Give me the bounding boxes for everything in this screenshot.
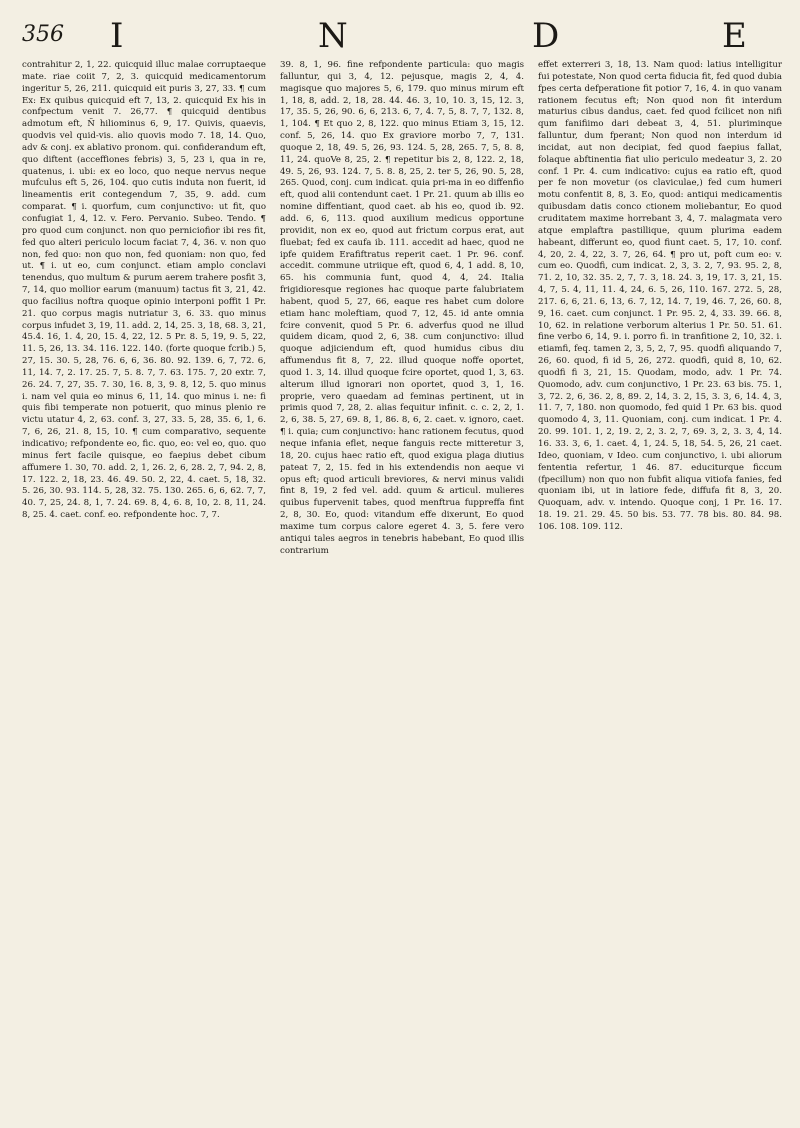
index-column-2 [280,60,524,1118]
column-text: effet exterreri 3, 18, 13. Nam quod: latius intelligitur fui potestate, Non quod certa fiducia fit, fed quod dubia fpes certa defperatione fit potior 7, 16, 4. in quo vanam rationem fecutus eft; Non quod non fit interdum maturius cibus dandus, caet. fed quod fcilicet non nifi qum fanifiimo dari debeat 3, 4, 51. pluriminque falluntur, dum fperant; Non quod non interdum id incidat, aut non decipiat, fed quod faepius fallat, folaque abftinentia fiat ulio periculo medeatur 3, 2. 20 conf. 1 Pr. 4. cum indicativo: cujus ea ratio eft, quod per fe non movetur (os claviculae,) fed cum humeri motu confentit 8, 8, 3. Eo, quod: antiqui medicamentis quibusdam datis conco ctionem moliebantur, Eo quod cruditatem maxime horrebant 3, 4, 7. malagmata vero atque emplaftra pastillique, quum plurima eadem habeant, differunt eo, quod fiunt caet. 5, 17, 10. conf. 4, 20, 2. 4, 22, 3. 7, 26, 64. ¶ pro ut, poft cum eo: v. cum eo. Quodfi, cum indicat. 2, 3, 3. 2, 7, 93. 95. 2, 8, 71. 2, 10, 32. 35. 2, 7, 7. 3, 18. 24. 3, 19, 17. 3, 21, 15. 4, 7, 5. 4, 11, 11. 4, 24, 6. 5, 26, 110. 167. 272. 5, 28, 217. 6, 6, 21. 6, 13, 6. 7, 12, 14. 7, 19, 46. 7, 26, 60. 8, 9, 16. caet. cum conjunct. 1 Pr. 95. 2, 4, 33. 39. 66. 8, 10, 62. in relatione verborum alterius 1 Pr. 50. 51. 61. fine verbo 6, 14, 9. i. porro fi. in tranfitione 2, 10, 32. i. etiamfi, feq. tamen 2, 3, 5, 2, 7, 95. quodfi aliquando 7, 26, 60. quod, fi id 5, 26, 272. quodfi, quid 8, 10, 62. quodfi fi 3, 21, 15. Quodam, modo, adv. 1 Pr. 74. Quomodo, adv. cum conjunctivo, 1 Pr. 23. 63 bis. 75. 1, 3, 72. 2, 6, 36. 2, 8, 89. 2, 14, 3. 2, 15, 3. 3, 6, 14. 4, 3, 11. 7, 7, 180. non quomodo, fed quid 1 Pr. 63 bis. quod quomodo 4, 3, 11. Quoniam, conj. cum indicat. 1 Pr. 4. 20. 99. 101. 1, 2, 19. 2, 2, 3. 2, 7, 69. 3, 2, 3. 3, 4, 14. 16. 33. 3, 6, 1. caet. 4, 1, 24. 5, 18, 54. 5, 26, 21 caet. Ideo, quoniam, v Ideo. cum conjunctivo, i. ubi aliorum fententia refertur, 1 46. 87. educiturque ficcum (fpecillum) non quo non fubfit aliqua vitiofa fanies, fed quoniam ibi, ut in latiore fede, diffufa fit 8, 3, 20. Quoquam, adv. v. intendo. Quoque conj, 1 Pr. 16. 17. 18. 19. 21. 29. 45. 50 bis. 53. 77. 78 bis. 80. 84. 98. 106. 108. 109. 112. [538,60,782,532]
page-header [0,14,800,54]
running-head-letter: D [532,16,562,56]
running-head-letter: I [110,16,126,56]
index-column-1 [22,60,266,1118]
column-text: contrahitur 2, 1, 22. quicquid illuc malae corruptaeque mate. riae coiit 7, 2, 3. quicquid medicamentorum ingeritur 5, 26, 211. quicquid eit puris 3, 27, 33. ¶ cum Ex: Ex quibus quicquid eft 7, 13, 2. quicquid Ex his in confpectum venit 7. 26,77. ¶ quicquid dentibus admotum eft, Ñ hiliominus 6, 9, 17. Quivis, quaevis, quodvis vel quid-vis. alio quovis modo 7. 18, 14. Quo, adv & conj. ex ablativo pronom. qui. confiderandum eft, quo diftent (acceffiones febris) 3, 5, 23 i, qua in re, quatenus, i. ubi: ex eo loco, quo neque nervus neque mufculus eft 5, 26, 104. quo cutis induta non fuerit, id lineamentis erit contegendum 7, 35, 9. add. cum comparat. ¶ i. quorfum, cum conjunctivo: ut fit, quo confugiat 1, 4, 12. v. Fero. Pervanio. Subeo. Tendo. ¶ pro quod cum conjunct. non quo perniciofior ibi res fit, fed quo alteri periculo locum faciat 7, 4, 36. v. non quo non, fed quo: non quo non, fed quoniam: non quo, fed ut. ¶ i. ut eo, cum conjunct. etiam amplo conclavi tenendus, quo multum & purum aerem trahere posfit 3, 7, 14, quo mollior earum (manuum) tactus fit 3, 21, 42. quo facilius noftra quoque opinio interponi poffit 1 Pr. 21. quo corpus magis nutriatur 3, 6. 33. quo minus corpus infudet 3, 19, 11. add. 2, 14, 25. 3, 18, 68. 3, 21, 45.4. 16, 1. 4, 20, 15. 4, 22, 12. 5 Pr. 8. 5, 19, 9. 5, 22, 11. 5, 26, 13. 34. 116. 122. 140. (forte quoque fcrib.) 5, 27, 15. 30. 5, 28, 76. 6, 6, 36. 80. 92. 139. 6, 7, 72. 6, 11, 14. 7, 2. 17. 25. 7, 5. 8. 7, 7. 63. 175. 7, 20 extr. 7, 26. 24. 7, 27, 35. 7. 30, 16. 8, 3, 9. 8, 12, 5. quo minus i. nam vel quia eo minus 6, 11, 14. quo minus i. ne: fi quis fibi temperate non potuerit, quo minus plenio re victu utatur 4, 2, 63. conf. 3, 27, 33. 5, 28, 35. 6, 1, 6. 7, 6, 26, 21. 8, 15, 10. ¶ cum comparativo, sequente indicativo; refpondente eo, fic. quo, eo: vel eo, quo. quo minus fert facile quisque, eo faepius debet cibum affumere 1. 30, 70. add. 2, 1, 26. 2, 6, 28. 2, 7, 94. 2, 8, 17. 122. 2, 18, 23. 46. 49. 50. 2, 22, 4. caet. 5, 18, 32. 5. 26, 30. 93. 114. 5, 28, 32. 75. 130. 265. 6, 6, 62. 7, 7, 40. 7, 25, 24. 8, 1, 7. 24. 69. 8, 4, 6. 8, 10, 2. 8, 11, 24. 8, 25. 4. caet. conf. eo. refpondente hoc. 7, 7. [22,60,266,521]
running-head-letter: E [722,16,749,56]
page-number: 356 [22,22,64,47]
column-text: 39. 8, 1, 96. fine refpondente particula: quo magis falluntur, qui 3, 4, 12. pejusque, magis 2, 4, 4. magisque quo majores 5, 6, 179. quo minus mirum eft 1, 18, 8, add. 2, 18, 28. 44. 46. 3, 10, 10. 3, 15, 12. 3, 17, 35. 5, 26, 90. 6, 6, 213. 6, 7, 4. 7, 5, 8. 7, 7, 132. 8, 1, 104. ¶ Et quo 2, 8, 122. quo minus Etiam 3, 15, 12. conf. 5, 26, 14. quo Ex graviore morbo 7, 7, 131. quoque 2, 18, 49. 5, 26, 93. 124. 5, 28, 265. 7, 5, 8. 8, 11, 24. quoVe 8, 25, 2. ¶ repetitur bis 2, 8, 122. 2, 18, 49. 5, 26, 93. 124. 7, 5. 8. 8, 25, 2. ter 5, 26, 90. 5, 28, 265. Quod, conj. cum indicat. quia pri-ma in eo diffenfio eft, quod alii contendunt caet. 1 Pr. 21. quum ab illis eo nomine diffentiant, quod caet. ab his eo, quod ib. 92. add. 6, 6, 113. quod auxilium medicus opportune providit, non ex eo, quod aut frictum corpus erat, aut fluebat; fed ex caufa ib. 111. accedit ad haec, quod ne ipfe quidem Erafiftratus reperit caet. 1 Pr. 96. conf. accedit. commune utriique eft, quod 6, 4, 1 add. 8, 10, 65. his communia funt, quod 4, 4, 24. Italia frigidioresque regiones hac quoque parte falubriatem habent, quod 5, 27, 66, eaque res habet cum dolore etiam hanc moleftiam, quod 7, 12, 45. id ante omnia fcire convenit, quod 5 Pr. 6. adverfus quod ne illud quidem dicam, quod 2, 6, 38. cum conjunctivo: illud quoque adjiciendum eft, quod humidus cibus diu affumendus fit 8, 7, 22. illud quoque noffe oportet, quod 1. 3, 14. illud quoque fcire oportet, quod 1, 3, 63. alterum illud ignorari non oportet, quod 3, 1, 16. proprie, vero quaedam ad feminas pertinent, ut in primis quod 7, 28, 2. alias fequitur infinit. c. c. 2, 2, 1. 2, 6, 38. 5, 27, 69. 8, 1, 86. 8, 6, 2. caet. v. ignoro, caet. ¶ i. quia; cum conjunctivo: hanc rationem fecutus, quod neque infania eflet, neque fanguis recte mitteretur 3, 18, 20. cujus haec ratio eft, quod exigua plaga diutius pateat 7, 2, 15. fed in his extendendis non aeque vi opus eft; quod articuli breviores, & nervi minus validi fint 8, 19, 2 fed vel. add. quum & articul. mulieres quibus fupervenit tabes, quod menftrua fuppreffa fint 2, 8, 30. Eo, quod: vitandum effe dixerunt, Eo quod maxime tum corpus calore egeret 4. 3, 5. fere vero antiqui tales aegros in tenebris habebant, Eo quod illis contrarium [280,60,524,556]
index-columns [22,60,786,1118]
index-column-3 [538,60,782,1118]
running-head-letter: N [318,16,350,56]
